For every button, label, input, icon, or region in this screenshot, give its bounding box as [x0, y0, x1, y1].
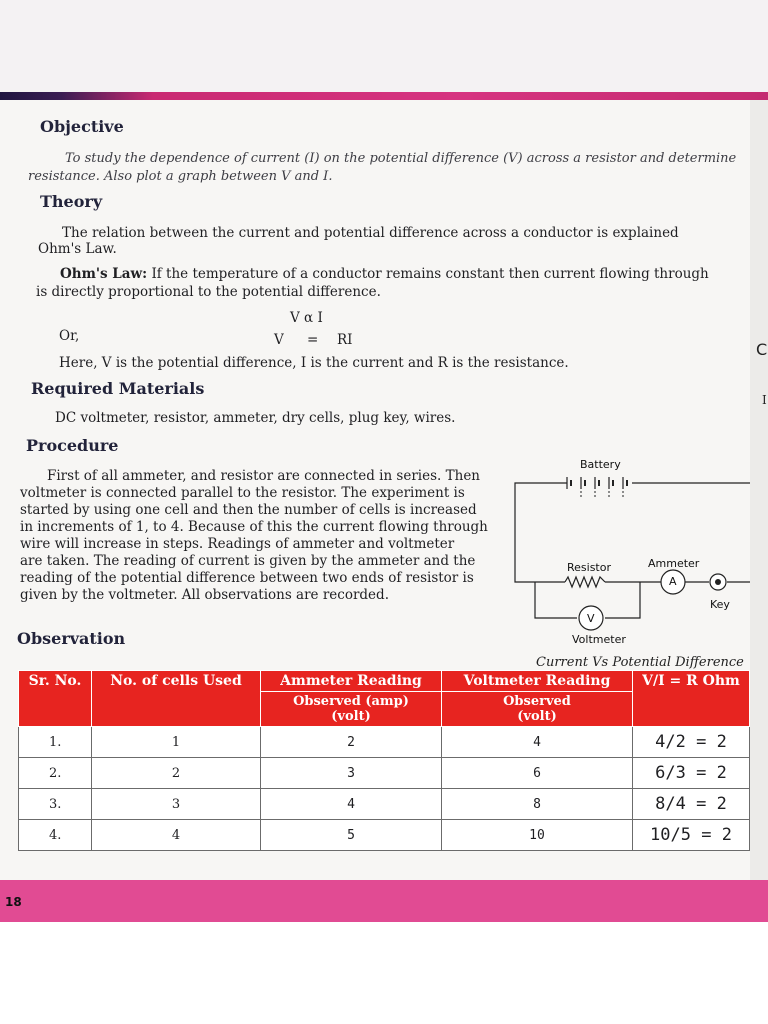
resistor-label: Resistor: [567, 561, 611, 574]
cell-current: 3: [261, 758, 442, 789]
procedure-line: given by the voltmeter. All observations are recorded.: [20, 587, 389, 603]
ohms-law-line: [60, 266, 709, 283]
materials-text: DC voltmeter, resistor, ammeter, dry cells, plug key, wires.: [55, 410, 456, 426]
ohms-law-label: Ohm's Law:: [60, 266, 148, 282]
cell-voltage: 4: [442, 727, 633, 758]
voltmeter-sub-line-2: (volt): [517, 709, 557, 724]
cell-sr: 4.: [19, 820, 92, 851]
cell-sr: 2.: [19, 758, 92, 789]
theory-line-2: Ohm's Law.: [38, 241, 117, 257]
cell-ratio: 4/2 = 2: [633, 727, 750, 758]
procedure-line: reading of the potential difference between two ends of resistor is: [20, 570, 474, 586]
procedure-line: First of all ammeter, and resistor are connected in series. Then: [47, 468, 481, 484]
top-background: [0, 0, 768, 100]
equation-proportional: V α I: [290, 310, 323, 326]
procedure-line: voltmeter is connected parallel to the resistor. The experiment is: [20, 485, 465, 501]
procedure-text: [20, 468, 488, 604]
equation-equals: =: [307, 332, 319, 348]
voltmeter-wire-right: [605, 582, 640, 618]
observation-table: [18, 670, 750, 851]
procedure-heading: Procedure: [26, 436, 119, 455]
bottom-background: [0, 922, 768, 1024]
circuit-caption: Current Vs Potential Difference: [536, 655, 744, 670]
theory-here-line: Here, V is the potential difference, I is the current and R is the resistance.: [59, 355, 569, 371]
ammeter-label: Ammeter: [648, 557, 700, 570]
adjacent-page-edge: [750, 100, 768, 920]
equation-v: V: [274, 332, 284, 348]
cell-ratio: 10/5 = 2: [633, 820, 750, 851]
battery-label: Battery: [580, 458, 621, 471]
cell-voltage: 8: [442, 789, 633, 820]
cell-cells: 2: [92, 758, 261, 789]
adjacent-page-glyph: C: [756, 340, 768, 359]
bottom-band: [0, 880, 768, 922]
voltmeter-symbol-letter: V: [587, 612, 595, 625]
page-number: 18: [5, 895, 22, 909]
cell-sr: 3.: [19, 789, 92, 820]
header-voltmeter-sub: [442, 692, 633, 727]
table-row: [19, 789, 750, 820]
objective-heading: Objective: [40, 117, 124, 136]
objective-line-2: resistance. Also plot a graph between V and I.: [28, 169, 333, 184]
cell-cells: 1: [92, 727, 261, 758]
table-row: [19, 727, 750, 758]
header-ratio: V/I = R Ohm: [633, 671, 750, 727]
procedure-line: wire will increase in steps. Readings of ammeter and voltmeter: [20, 536, 455, 552]
ohms-law-text: If the temperature of a conductor remains constant then current flowing through: [151, 266, 709, 282]
cell-current: 5: [261, 820, 442, 851]
cell-voltage: 6: [442, 758, 633, 789]
theory-heading: Theory: [40, 192, 103, 211]
table-row: [19, 758, 750, 789]
header-sr-no: Sr. No.: [19, 671, 92, 727]
cell-ratio: 8/4 = 2: [633, 789, 750, 820]
procedure-line: started by using one cell and then the number of cells is increased: [20, 502, 477, 518]
voltmeter-label: Voltmeter: [572, 633, 626, 646]
procedure-line: in increments of 1, to 4. Because of this the current flowing through: [20, 519, 488, 535]
theory-line-4: is directly proportional to the potential difference.: [36, 284, 381, 300]
cell-sr: 1.: [19, 727, 92, 758]
equation-rhs: RI: [337, 332, 353, 348]
materials-heading: Required Materials: [31, 379, 205, 398]
cell-voltage: 10: [442, 820, 633, 851]
header-ammeter-sub: [261, 692, 442, 727]
resistor-symbol: [565, 577, 605, 587]
battery-symbol: [567, 477, 627, 499]
observation-heading: Observation: [17, 629, 126, 648]
table-header-row: [19, 671, 750, 692]
procedure-line: are taken. The reading of current is given by the ammeter and the: [20, 553, 476, 569]
header-cells: No. of cells Used: [92, 671, 261, 727]
cell-cells: 4: [92, 820, 261, 851]
cell-current: 4: [261, 789, 442, 820]
ammeter-symbol-letter: A: [669, 575, 677, 588]
voltmeter-wire-left: [535, 582, 577, 618]
table-row: [19, 820, 750, 851]
ammeter-sub-line-2: (volt): [331, 709, 371, 724]
theory-line-1: The relation between the current and potential difference across a conductor is explained: [62, 225, 679, 241]
voltmeter-sub-line-1: Observed: [503, 694, 571, 709]
cell-cells: 3: [92, 789, 261, 820]
header-voltmeter: Voltmeter Reading: [442, 671, 633, 692]
key-label: Key: [710, 598, 730, 611]
ammeter-sub-line-1: Observed (amp): [293, 694, 409, 709]
circuit-wire-left: [515, 483, 567, 582]
or-label: Or,: [59, 328, 80, 344]
cell-ratio: 6/3 = 2: [633, 758, 750, 789]
objective-line-1: To study the dependence of current (I) on the potential difference (V) across a resistor and determine: [65, 151, 737, 166]
header-ammeter: Ammeter Reading: [261, 671, 442, 692]
adjacent-page-glyph-small: I: [762, 393, 767, 407]
circuit-diagram: [505, 455, 750, 650]
cell-current: 2: [261, 727, 442, 758]
